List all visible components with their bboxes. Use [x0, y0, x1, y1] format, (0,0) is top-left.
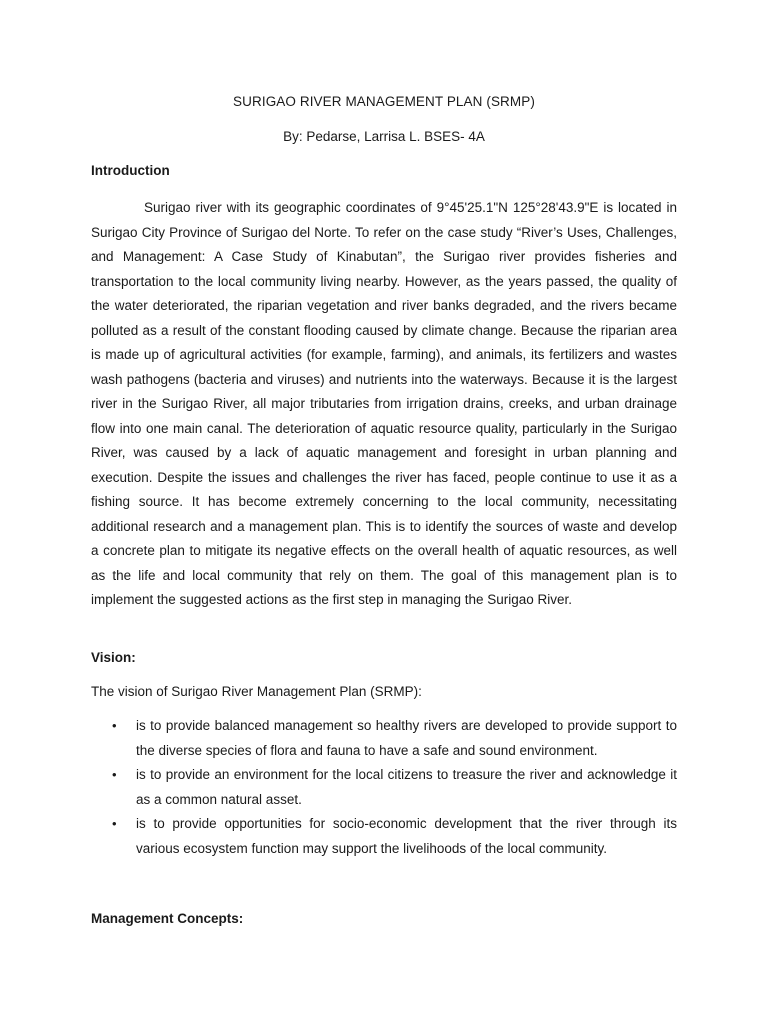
vision-intro: The vision of Surigao River Management Plan (SRMP): — [91, 684, 422, 699]
vision-item-text: is to provide opportunities for socio-economic development that the river through its various ecosystem function may support the livelihoods of the local community. — [136, 816, 677, 856]
bullet-icon: • — [112, 816, 117, 831]
vision-item-text: is to provide an environment for the local citizens to treasure the river and acknowledge it as a common natural asset. — [136, 767, 677, 807]
bullet-icon: • — [112, 767, 117, 782]
list-item — [91, 812, 677, 861]
vision-item-text: is to provide balanced management so healthy rivers are developed to provide support to the diverse species of flora and fauna to have a safe and sound environment. — [136, 718, 677, 758]
introduction-paragraph: Surigao river with its geographic coordinates of 9°45'25.1"N 125°28'43.9"E is located in Surigao City Province of Surigao del Norte. To refer on the case study “River’s Uses, Challenges, and Management: A Case Study of Kinabutan”, the Surigao river provides fisheries and transportation to the local community living nearby. However, as the years passed, the quality of the water deteriorated, the riparian vegetation and river banks degraded, and the rivers became polluted as a result of the constant flooding caused by climate change. Because the riparian area is made up of agricultural activities (for example, farming), and animals, its fertilizers and wastes wash pathogens (bacteria and viruses) and nutrients into the waterways. Because it is the largest river in the Surigao River, all major tributaries from irrigation drains, creeks, and urban drainage flow into one main canal. The deterioration of aquatic resource quality, particularly in the Surigao River, was caused by a lack of aquatic management and foresight in urban planning and execution. Despite the issues and challenges the river has faced, people continue to use it as a fishing source. It has become extremely concerning to the local community, necessitating additional research and a management plan. This is to identify the sources of waste and develop a concrete plan to mitigate its negative effects on the overall health of aquatic resources, as well as the life and local community that rely on them. The goal of this management plan is to implement the suggested actions as the first step in managing the Surigao River. — [91, 200, 677, 607]
document-title: SURIGAO RIVER MANAGEMENT PLAN (SRMP) — [233, 94, 535, 109]
list-item — [91, 763, 677, 812]
document-author: By: Pedarse, Larrisa L. BSES- 4A — [283, 129, 485, 144]
bullet-icon: • — [112, 718, 117, 733]
management-concepts-heading: Management Concepts: — [91, 911, 244, 926]
list-item — [91, 714, 677, 763]
introduction-heading: Introduction — [91, 163, 170, 178]
vision-list — [91, 714, 677, 861]
vision-heading: Vision: — [91, 650, 136, 665]
